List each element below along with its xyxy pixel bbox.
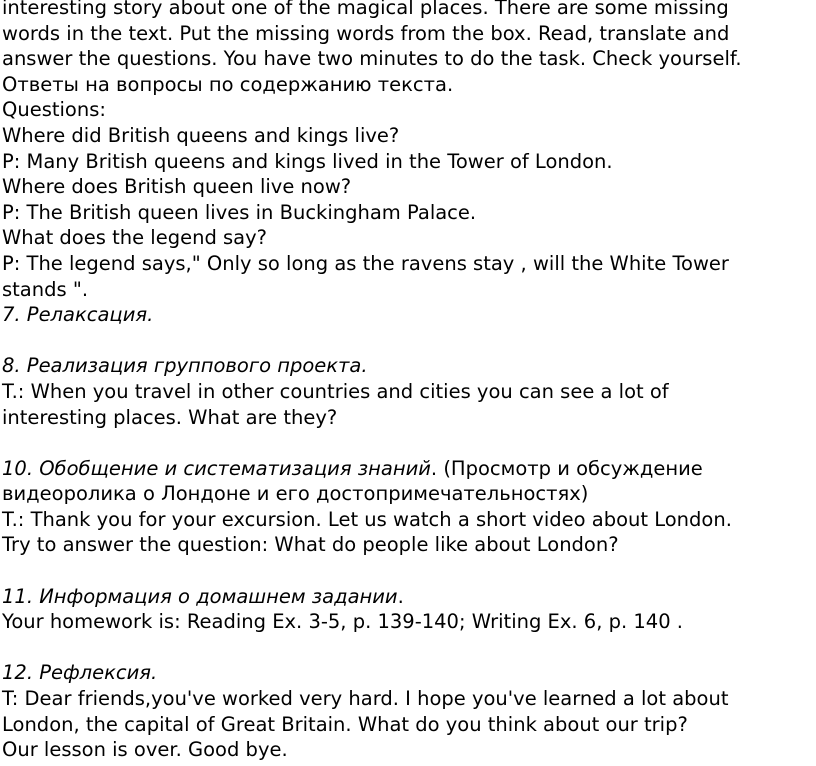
section-11-heading-tail: . bbox=[397, 584, 404, 608]
section-10-line: видеоролика о Лондоне и его достопримечательностях) bbox=[2, 482, 589, 506]
section-8-line: interesting places. What are they? bbox=[2, 405, 338, 429]
question-2: Where does British queen live now? bbox=[2, 175, 352, 199]
section-10-heading-line bbox=[2, 456, 816, 482]
section-7-heading: 7. Релаксация. bbox=[2, 303, 154, 327]
question-1: Where did British queens and kings live? bbox=[2, 123, 400, 147]
blank-line bbox=[2, 635, 816, 661]
section-12-line: Our lesson is over. Good bye. bbox=[2, 738, 288, 762]
section-10-line: T.: Thank you for your excursion. Let us watch a short video about London. bbox=[2, 507, 732, 531]
section-11-heading: 11. Информация о домашнем задании bbox=[2, 584, 398, 608]
homework-line: Your homework is: Reading Ex. 3-5, p. 139-140; Writing Ex. 6, p. 140 . bbox=[2, 610, 684, 634]
intro-line: interesting story about one of the magical places. There are some missing bbox=[2, 0, 729, 19]
answer-3: P: The legend says," Only so long as the ravens stay , will the White Tower bbox=[2, 251, 729, 275]
section-12-line: London, the capital of Great Britain. What do you think about our trip? bbox=[2, 712, 688, 736]
section-11-heading-line bbox=[2, 584, 816, 610]
intro-line: answer the questions. You have two minutes to do the task. Check yourself. bbox=[2, 47, 742, 71]
section-10-line: Try to answer the question: What do people like about London? bbox=[2, 533, 619, 557]
blank-line bbox=[2, 430, 816, 456]
section-10-heading: 10. Обобщение и систематизация знаний bbox=[2, 456, 431, 480]
answers-heading: Ответы на вопросы по содержанию текста. bbox=[2, 72, 454, 96]
questions-label: Questions: bbox=[2, 98, 106, 122]
section-12-line: T: Dear friends,you've worked very hard. I hope you've learned a lot about bbox=[2, 687, 729, 711]
section-8-line: T.: When you travel in other countries and cities you can see a lot of bbox=[2, 379, 669, 403]
section-10-heading-tail: . (Просмотр и обсуждение bbox=[430, 456, 703, 480]
blank-line bbox=[2, 328, 816, 354]
section-12-heading: 12. Рефлексия. bbox=[2, 661, 158, 685]
answer-3-continued: stands ". bbox=[2, 277, 89, 301]
blank-line bbox=[2, 558, 816, 584]
question-3: What does the legend say? bbox=[2, 226, 268, 250]
answer-1: P: Many British queens and kings lived in the Tower of London. bbox=[2, 149, 613, 173]
section-8-heading: 8. Реализация группового проекта. bbox=[2, 354, 368, 378]
answer-2: P: The British queen lives in Buckingham Palace. bbox=[2, 200, 477, 224]
intro-line: words in the text. Put the missing words from the box. Read, translate and bbox=[2, 21, 730, 45]
